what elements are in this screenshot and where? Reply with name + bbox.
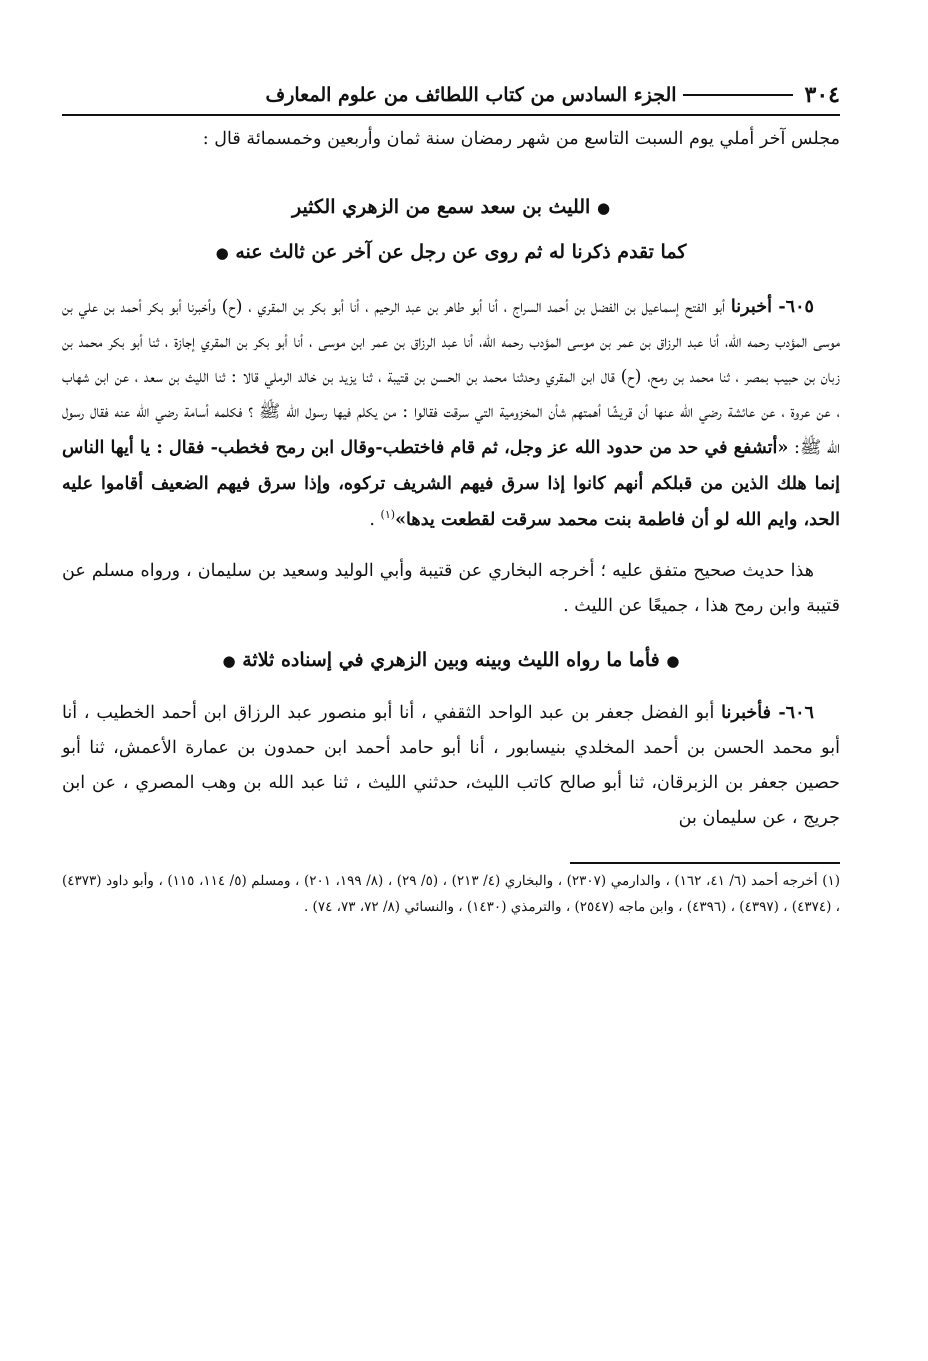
hadith-number: ٦٠٥- أخبرنا xyxy=(730,296,814,317)
running-title: الجزء السادس من كتاب اللطائف من علوم المعارف xyxy=(265,84,677,106)
section-heading-text: كما تقدم ذكرنا له ثم روى عن رجل عن آخر عن ثالث عنه xyxy=(235,241,687,263)
section-heading-text: الليث بن سعد سمع من الزهري الكثير xyxy=(291,196,591,218)
footnote-ref: (١) xyxy=(380,508,396,522)
hadith-paragraph xyxy=(62,289,840,538)
hadith-quote: «أتشفع في حد من حدود الله عز وجل، ثم قام فاختطب-وقال ابن رمح فخطب- فقال : يا أيها الناس إنما هلك الذين من قبلكم أنهم كانوا إذا سرق فيهم الشريف تركوه، وإذا سرق فيهم الضعيف أقاموا عليه الحد، وايم الله لو أن فاطمة بنت محمد سرقت لقطعت يدها» xyxy=(62,437,840,530)
commentary-paragraph: هذا حديث صحيح متفق عليه ؛ أخرجه البخاري عن قتيبة وأبي الوليد وسعيد بن سليمان ، ورواه مسلم عن قتيبة وابن رمح هذا ، جميعًا عن الليث . xyxy=(62,561,840,616)
hadith-chain: أبو الفضل جعفر بن عبد الواحد الثقفي ، أنا أبو منصور عبد الرزاق ابن أحمد الخطيب ، أنا أبو محمد الحسن بن أحمد المخلدي بنيسابور ، أنا أبو حامد أحمد ابن حمدون بن عمارة الأعمش، ثنا أبو حصين جعفر بن الزبرقان، ثنا أبو صالح كاتب الليث، حدثني الليث ، ثنا عبد الله بن وهب المصري ، عن ابن جريج ، عن سليمان بن xyxy=(62,703,840,828)
footnote: (١) أخرجه أحمد (٦/ ٤١، ١٦٢) ، والدارمي (٢٣٠٧) ، والبخاري (٤/ ٢١٣) ، (٥/ ٢٩) ، (٨/ ١٩٩، ٢٠١) ، ومسلم (٥/ ١١٤، ١١٥) ، وأبو داود (٤٣٧٣) ، (٤٣٧٤) ، (٤٣٩٧) ، (٤٣٩٦) ، وابن ماجه (٢٥٤٧) ، والترمذي (١٤٣٠) ، والنسائي (٨/ ٧٢، ٧٣، ٧٤) . xyxy=(62,873,841,915)
section-heading-line1 xyxy=(62,185,840,230)
session-intro: مجلس آخر أملي يوم السبت التاسع من شهر رمضان سنة ثمان وأربعين وخمسمائة قال : xyxy=(202,129,840,149)
section-heading-block xyxy=(62,185,840,275)
header-dash xyxy=(683,94,793,96)
hadith-end: . xyxy=(369,510,381,530)
bullet-icon: ● xyxy=(666,652,680,670)
page-number: ٣٠٤ xyxy=(804,82,840,108)
section-heading-text: فأما ما رواه الليث وبينه وبين الزهري في إسناده ثلاثة xyxy=(242,649,660,671)
hadith-paragraph-2 xyxy=(62,695,840,836)
book-page xyxy=(62,76,840,934)
running-header xyxy=(62,76,840,116)
footnote-separator xyxy=(570,862,840,864)
section-heading-line2 xyxy=(62,230,840,275)
bullet-icon: ● xyxy=(222,652,236,670)
bullet-icon: ● xyxy=(596,199,611,217)
hadith-number: ٦٠٦- فأخبرنا xyxy=(721,702,815,723)
hadith-chain: أبو الفتح إسماعيل بن الفضل بن أحمد السراج ، أنا أبو طاهر بن عبد الرحيم ، أنا أبو بكر بن المقري ، (ح) وأخبرنا أبو بكر أحمد بن علي بن موسى المؤدب رحمه الله، أنا عبد الرزاق بن عمر بن موسى المؤدب رحمه الله، أنا عبد الرزاق بن عمر ابن موسى ، أنا أبو بكر بن المقري إجازة ، ثنا أبو بكر محمد بن زبان بن حبيب بمصر ، ثنا محمد بن رمح، (ح) قال ابن المقري وحدثنا محمد بن الحسن بن قتيبة ، ثنا يزيد بن خالد الرملي قالا : ثنا الليث بن سعد ، عن ابن شهاب ، عن عروة ، عن عائشة رضي الله عنها أن قريشًا أهمتهم شأن المخزومية التي سرقت فقالوا : من يكلم فيها رسول الله ﷺ ؟ فكلمه أسامة رضي الله عنه فقال رسول الله ﷺ: xyxy=(62,297,840,458)
bullet-icon: ● xyxy=(215,244,229,262)
section-heading-2 xyxy=(62,638,840,683)
